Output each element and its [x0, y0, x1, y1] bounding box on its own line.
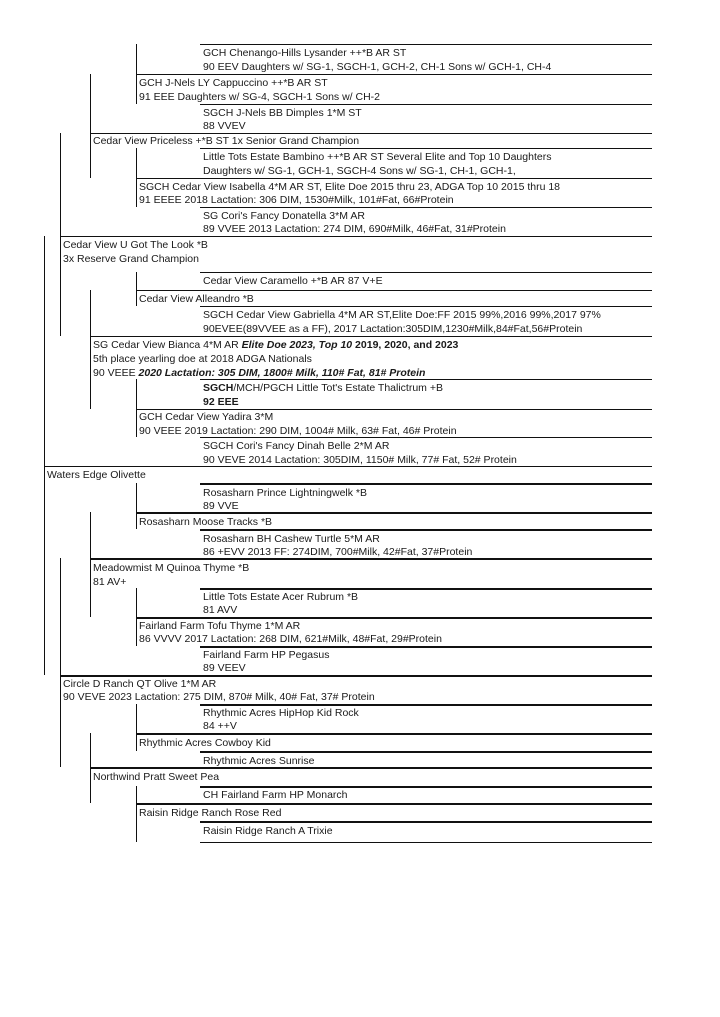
- sire-award: 3x Reserve Grand Champion: [63, 253, 199, 265]
- msdd-info: 89 VEEV: [203, 662, 246, 674]
- sd-name: SGCH Cedar View Isabella 4*M AR ST, Elite Doe 2015 thru 23, ADGA Top 10 2015 thru 18: [139, 181, 561, 193]
- connector-msd: [136, 588, 137, 646]
- msd-name: Fairland Farm Tofu Thyme 1*M AR: [139, 620, 301, 632]
- msss-name: Rosasharn Prince Lightningwelk *B: [203, 487, 368, 499]
- mddd-name: Raisin Ridge Ranch A Trixie: [203, 825, 333, 837]
- line-md: [90, 767, 652, 769]
- s-name: Cedar View Priceless +*B ST 1x Senior Grand Champion: [93, 135, 360, 147]
- line-ssd: [200, 104, 652, 105]
- line-mds: [136, 733, 652, 735]
- line-sds: [200, 148, 652, 149]
- mss-name: Rosasharn Moose Tracks *B: [139, 516, 273, 528]
- sds-name: Little Tots Estate Bambino ++*B AR ST Several Elite and Top 10 Daughters: [203, 151, 552, 163]
- ds-name: Cedar View Alleandro *B: [139, 293, 254, 305]
- ms-info: 81 AV+: [93, 576, 127, 588]
- mdsd-name: Rhythmic Acres Sunrise: [203, 755, 315, 767]
- dam-info: 90 VEVE 2023 Lactation: 275 DIM, 870# Milk, 40# Fat, 37# Protein: [63, 691, 375, 703]
- line-sire: [60, 236, 652, 237]
- d-info: [93, 367, 425, 379]
- connector-d: [90, 290, 91, 409]
- ddd-info: 90 VEVE 2014 Lactation: 305DIM, 1150# Milk, 77# Fat, 52# Protein: [203, 454, 517, 466]
- msss-info: 89 VVE: [203, 500, 239, 512]
- line-sd: [136, 178, 652, 179]
- d-name: [93, 339, 458, 351]
- sss-info: 90 EEV Daughters w/ SG-1, SGCH-1, GCH-2, CH-1 Sons w/ GCH-1, CH-4: [203, 61, 552, 73]
- sire-name: Cedar View U Got The Look *B: [63, 239, 208, 251]
- d-name-prefix: SG Cedar View Bianca 4*M AR: [93, 339, 242, 351]
- mssd-info: 86 +EVV 2013 FF: 274DIM, 700#Milk, 42#Fat, 37#Protein: [203, 546, 473, 558]
- d-info-lactation: 2020 Lactation: 305 DIM, 1800# Milk, 110# Fat, 81# Protein: [138, 367, 426, 379]
- ss-name: GCH J-Nels LY Cappuccino ++*B AR ST: [139, 77, 328, 89]
- line-dd: [136, 409, 652, 410]
- connector-dd: [136, 379, 137, 437]
- msds-info: 81 AVV: [203, 604, 238, 616]
- mdss-info: 84 ++V: [203, 720, 237, 732]
- line-s: [90, 133, 652, 134]
- line-msdd: [200, 646, 652, 648]
- ssd-info: 88 VVEV: [203, 120, 246, 132]
- line-mdd: [136, 803, 652, 805]
- dd-name: GCH Cedar View Yadira 3*M: [139, 411, 274, 423]
- ms-name: Meadowmist M Quinoa Thyme *B: [93, 562, 250, 574]
- connector-dam: [60, 558, 61, 767]
- connector-md: [90, 733, 91, 803]
- dsd-info: 90EVEE(89VVEE as a FF), 2017 Lactation:305DIM,1230#Milk,84#Fat,56#Protein: [203, 323, 583, 335]
- msds-name: Little Tots Estate Acer Rubrum *B: [203, 591, 359, 603]
- mdd-name: Raisin Ridge Ranch Rose Red: [139, 807, 282, 819]
- d-info-prefix: 90 VEEE: [93, 367, 139, 379]
- line-msss: [200, 483, 652, 485]
- ss-info: 91 EEE Daughters w/ SG-4, SGCH-1 Sons w/ CH-2: [139, 91, 381, 103]
- line-mss: [136, 512, 652, 514]
- connector-ss: [136, 44, 137, 104]
- line-dsd: [200, 306, 652, 307]
- line-sss-top: [200, 44, 652, 45]
- line-dss: [200, 272, 652, 273]
- line-msds: [200, 588, 652, 590]
- connector-s: [90, 74, 91, 178]
- line-dam: [60, 675, 652, 677]
- sdd-info: 89 VVEE 2013 Lactation: 274 DIM, 690#Milk, 46#Fat, 31#Protein: [203, 223, 506, 235]
- connector-mss: [136, 483, 137, 529]
- line-ms: [90, 558, 652, 560]
- sss-name: GCH Chenango-Hills Lysander ++*B AR ST: [203, 47, 407, 59]
- sdd-name: SG Cori's Fancy Donatella 3*M AR: [203, 210, 365, 222]
- connector-subject: [44, 236, 45, 675]
- line-ds: [136, 290, 652, 291]
- line-mdds: [200, 786, 652, 788]
- d-name-years: 2019, 2020, and 2023: [352, 339, 459, 351]
- dds-info: 92 EEE: [203, 396, 239, 408]
- connector-mds: [136, 704, 137, 751]
- connector-sire: [60, 133, 61, 336]
- ddd-name: SGCH Cori's Fancy Dinah Belle 2*M AR: [203, 440, 390, 452]
- line-msd: [136, 617, 652, 619]
- dd-info: 90 VEEE 2019 Lactation: 290 DIM, 1004# Milk, 63# Fat, 46# Protein: [139, 425, 457, 437]
- line-mdss: [200, 704, 652, 706]
- dss-name: Cedar View Caramello +*B AR 87 V+E: [203, 275, 383, 287]
- line-dds: [200, 379, 652, 380]
- mdds-name: CH Fairland Farm HP Monarch: [203, 789, 348, 801]
- line-mddd: [200, 821, 652, 823]
- mssd-name: Rosasharn BH Cashew Turtle 5*M AR: [203, 533, 380, 545]
- line-bottom: [200, 842, 652, 843]
- d-award: 5th place yearling doe at 2018 ADGA Nationals: [93, 353, 312, 365]
- d-name-elite: Elite Doe 2023, Top 10: [241, 339, 353, 351]
- msdd-name: Fairland Farm HP Pegasus: [203, 649, 330, 661]
- subject-name: Waters Edge Olivette: [47, 469, 146, 481]
- line-ddd: [200, 437, 652, 438]
- dam-name: Circle D Ranch QT Olive 1*M AR: [63, 678, 217, 690]
- connector-sd: [136, 148, 137, 207]
- dds-name-bold: SGCH: [203, 382, 234, 394]
- mds-name: Rhythmic Acres Cowboy Kid: [139, 737, 271, 749]
- connector-ds: [136, 272, 137, 306]
- dsd-name: SGCH Cedar View Gabriella 4*M AR ST,Elite Doe:FF 2015 99%,2016 99%,2017 97%: [203, 309, 601, 321]
- msd-info: 86 VVVV 2017 Lactation: 268 DIM, 621#Milk, 48#Fat, 29#Protein: [139, 633, 442, 645]
- connector-mdd: [136, 786, 137, 842]
- line-d: [90, 336, 652, 337]
- ssd-name: SGCH J-Nels BB Dimples 1*M ST: [203, 107, 362, 119]
- line-mssd: [200, 529, 652, 531]
- sds-info: Daughters w/ SG-1, GCH-1, SGCH-4 Sons w/ SG-1, CH-1, GCH-1,: [203, 165, 516, 177]
- sd-info: 91 EEEE 2018 Lactation: 306 DIM, 1530#Milk, 101#Fat, 66#Protein: [139, 194, 454, 206]
- dds-name-rest: /MCH/PGCH Little Tot's Estate Thalictrum +B: [233, 382, 443, 394]
- line-mdsd: [200, 751, 652, 753]
- line-subject: [44, 466, 652, 467]
- md-name: Northwind Pratt Sweet Pea: [93, 771, 220, 783]
- dds-name: [203, 382, 443, 394]
- line-sdd: [200, 207, 652, 208]
- line-ss: [136, 74, 652, 75]
- mdss-name: Rhythmic Acres HipHop Kid Rock: [203, 707, 359, 719]
- connector-ms: [90, 512, 91, 617]
